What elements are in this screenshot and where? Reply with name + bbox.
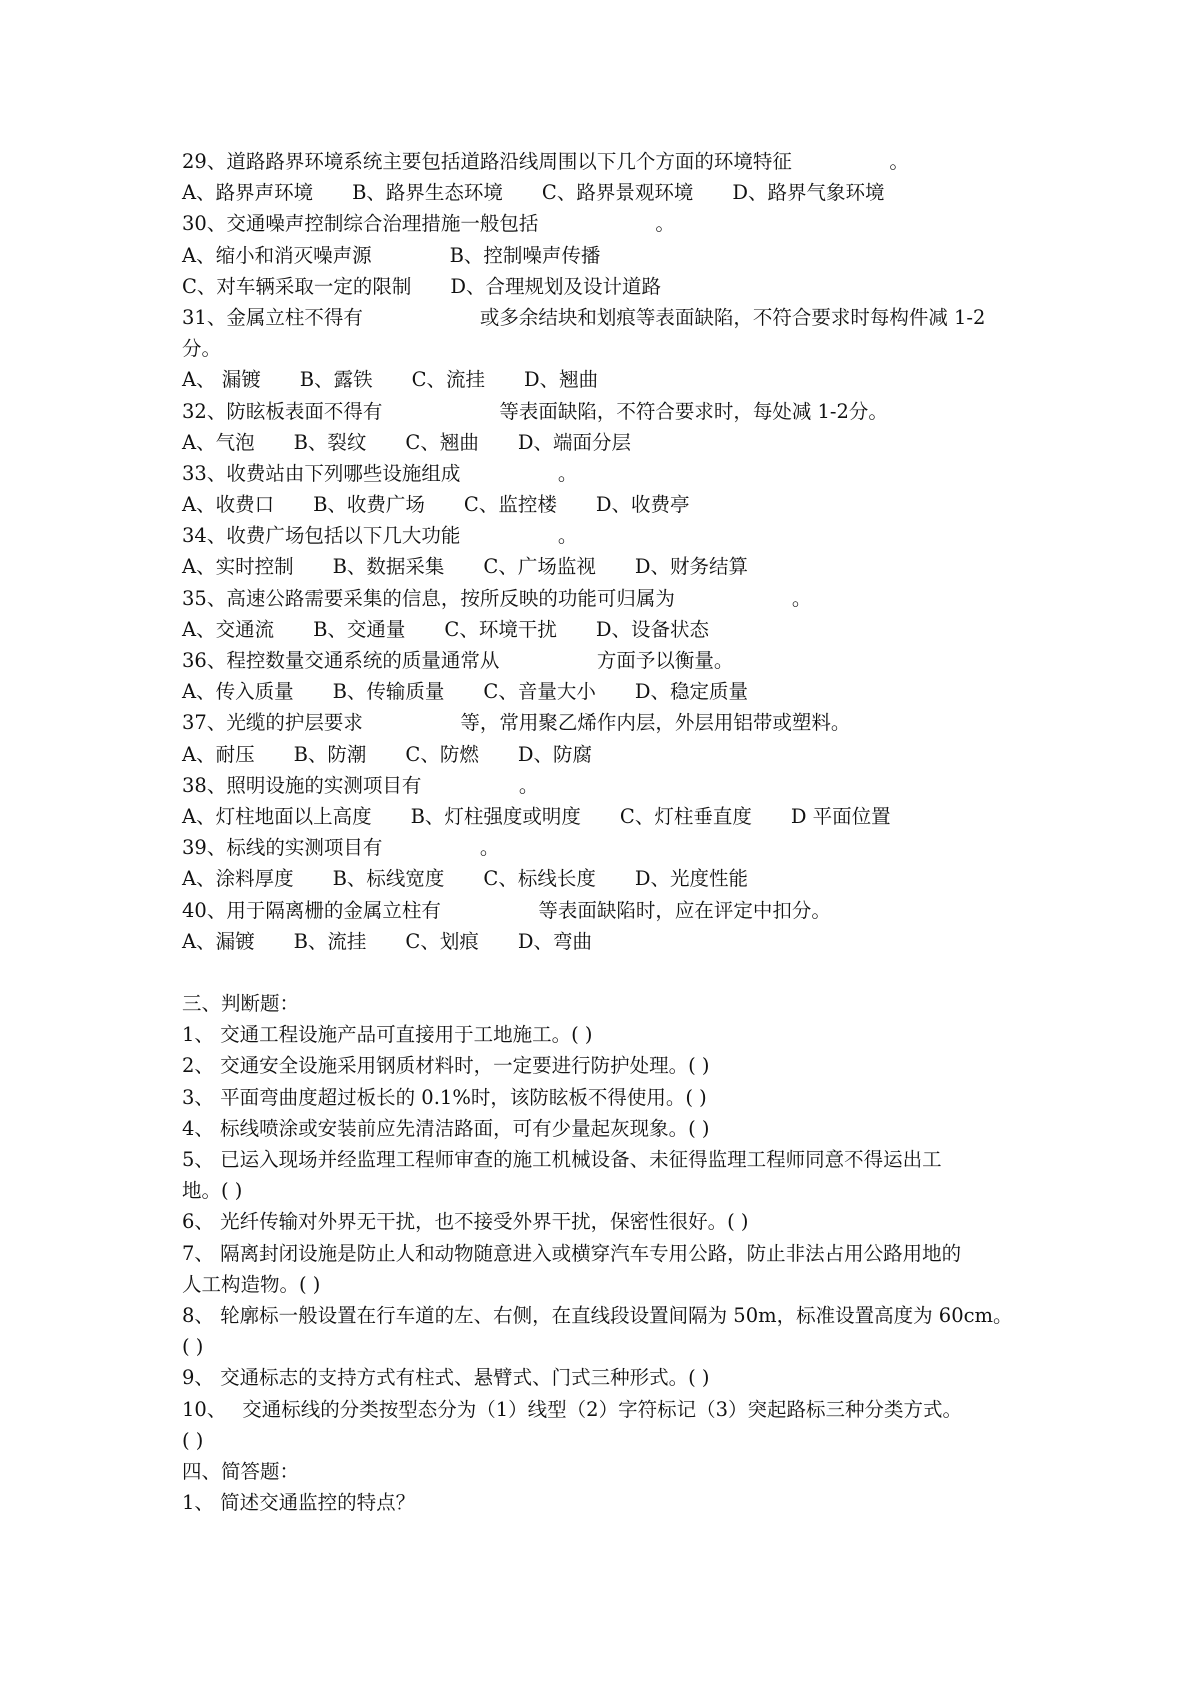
- tf-item-9: [182, 1362, 1022, 1393]
- tf-item-4: [182, 1113, 1022, 1144]
- tf-item-6: [182, 1206, 1022, 1237]
- question-40: [182, 895, 1022, 957]
- sa-item-1: [182, 1487, 1022, 1518]
- question-stem: 33、收费站由下列哪些设施组成 。: [182, 461, 578, 485]
- tf-statement: 8、 轮廓标一般设置在行车道的左、右侧，在直线段设置间隔为 50m，标准设置高度为 60cm。: [182, 1303, 1013, 1327]
- question-options: A、气泡 B、裂纹 C、翘曲 D、端面分层: [182, 430, 631, 454]
- question-stem: 29、道路路界环境系统主要包括道路沿线周围以下几个方面的环境特征 。: [182, 150, 909, 173]
- question-39: [182, 832, 1022, 894]
- tf-statement: 4、 标线喷涂或安装前应先清洁路面，可有少量起灰现象。( ): [182, 1116, 710, 1140]
- question-32: [182, 396, 1022, 458]
- short-answer-section: [182, 1456, 1022, 1518]
- tf-statement-continued: ( ): [182, 1428, 204, 1452]
- question-stem-continued: 分。: [182, 337, 222, 361]
- question-37: [182, 707, 1022, 769]
- question-options: A、涂料厚度 B、标线宽度 C、标线长度 D、光度性能: [182, 867, 748, 891]
- tf-item-10: [182, 1394, 1022, 1456]
- tf-item-2: [182, 1050, 1022, 1081]
- question-options: A、收费口 B、收费广场 C、监控楼 D、收费亭: [182, 493, 690, 517]
- tf-statement: 3、 平面弯曲度超过板长的 0.1%时，该防眩板不得使用。( ): [182, 1085, 707, 1109]
- tf-statement: 9、 交通标志的支持方式有柱式、悬臂式、门式三种形式。( ): [182, 1366, 710, 1390]
- section-spacer: [182, 957, 1022, 988]
- question-options: A、缩小和消灭噪声源 B、控制噪声传播: [182, 243, 601, 267]
- tf-statement: 2、 交通安全设施采用钢质材料时，一定要进行防护处理。( ): [182, 1054, 710, 1078]
- question-options: A、灯柱地面以上高度 B、灯柱强度或明度 C、灯柱垂直度 D 平面位置: [182, 804, 891, 828]
- tf-item-1: [182, 1019, 1022, 1050]
- question-33: [182, 458, 1022, 520]
- tf-item-7: [182, 1238, 1022, 1300]
- question-options: A、传入质量 B、传输质量 C、音量大小 D、稳定质量: [182, 680, 748, 704]
- question-stem: 30、交通噪声控制综合治理措施一般包括 。: [182, 212, 675, 236]
- question-stem: 31、金属立柱不得有 或多余结块和划痕等表面缺陷，不符合要求时每构件减 1-2: [182, 305, 986, 329]
- tf-statement: 10、 交通标线的分类按型态分为（1）线型（2）字符标记（3）突起路标三种分类方式。: [182, 1397, 962, 1421]
- question-stem: 35、高速公路需要采集的信息，按所反映的功能可归属为 。: [182, 586, 812, 610]
- section-heading: 四、简答题：: [182, 1459, 300, 1483]
- question-stem: 38、照明设施的实测项目有 。: [182, 773, 539, 797]
- question-31: [182, 302, 1022, 396]
- question-stem: 36、程控数量交通系统的质量通常从 方面予以衡量。: [182, 649, 734, 672]
- question-stem: 34、收费广场包括以下几大功能 。: [182, 524, 578, 548]
- question-38: [182, 770, 1022, 832]
- question-34: [182, 520, 1022, 582]
- tf-statement: 1、 交通工程设施产品可直接用于工地施工。( ): [182, 1023, 593, 1047]
- question-options: C、对车辆采取一定的限制 D、合理规划及设计道路: [182, 274, 662, 298]
- tf-statement: 5、 已运入现场并经监理工程师审查的施工机械设备、未征得监理工程师同意不得运出工: [182, 1148, 942, 1171]
- question-29: [182, 146, 1022, 208]
- sa-question: 1、 简述交通监控的特点？: [182, 1491, 416, 1515]
- tf-item-5: [182, 1144, 1022, 1206]
- question-options: A、路界声环境 B、路界生态环境 C、路界景观环境 D、路界气象环境: [182, 181, 885, 205]
- question-stem: 32、防眩板表面不得有 等表面缺陷，不符合要求时，每处减 1-2分。: [182, 399, 888, 423]
- question-stem: 39、标线的实测项目有 。: [182, 836, 500, 860]
- question-30: [182, 208, 1022, 302]
- section-heading: 三、判断题：: [182, 992, 300, 1016]
- exam-content: [182, 146, 1022, 1518]
- true-false-section: [182, 988, 1022, 1456]
- question-stem: 40、用于隔离栅的金属立柱有 等表面缺陷时，应在评定中扣分。: [182, 898, 831, 922]
- tf-item-3: [182, 1082, 1022, 1113]
- question-36: [182, 645, 1022, 707]
- question-options: A、实时控制 B、数据采集 C、广场监视 D、财务结算: [182, 555, 748, 579]
- tf-statement-continued: 地。( ): [182, 1179, 243, 1203]
- tf-item-8: [182, 1300, 1022, 1362]
- tf-statement-continued: 人工构造物。( ): [182, 1272, 321, 1296]
- tf-statement: 7、 隔离封闭设施是防止人和动物随意进入或横穿汽车专用公路，防止非法占用公路用地的: [182, 1241, 962, 1265]
- tf-statement-continued: ( ): [182, 1335, 204, 1359]
- question-options: A、交通流 B、交通量 C、环境干扰 D、设备状态: [182, 617, 709, 641]
- question-options: A、耐压 B、防潮 C、防燃 D、防腐: [182, 742, 592, 766]
- tf-statement: 6、 光纤传输对外界无干扰，也不接受外界干扰，保密性很好。( ): [182, 1210, 749, 1234]
- question-stem: 37、光缆的护层要求 等，常用聚乙烯作内层，外层用铝带或塑料。: [182, 711, 851, 735]
- question-options: A、漏镀 B、流挂 C、划痕 D、弯曲: [182, 929, 592, 953]
- question-35: [182, 583, 1022, 645]
- question-options: A、 漏镀 B、露铁 C、流挂 D、翘曲: [182, 368, 599, 392]
